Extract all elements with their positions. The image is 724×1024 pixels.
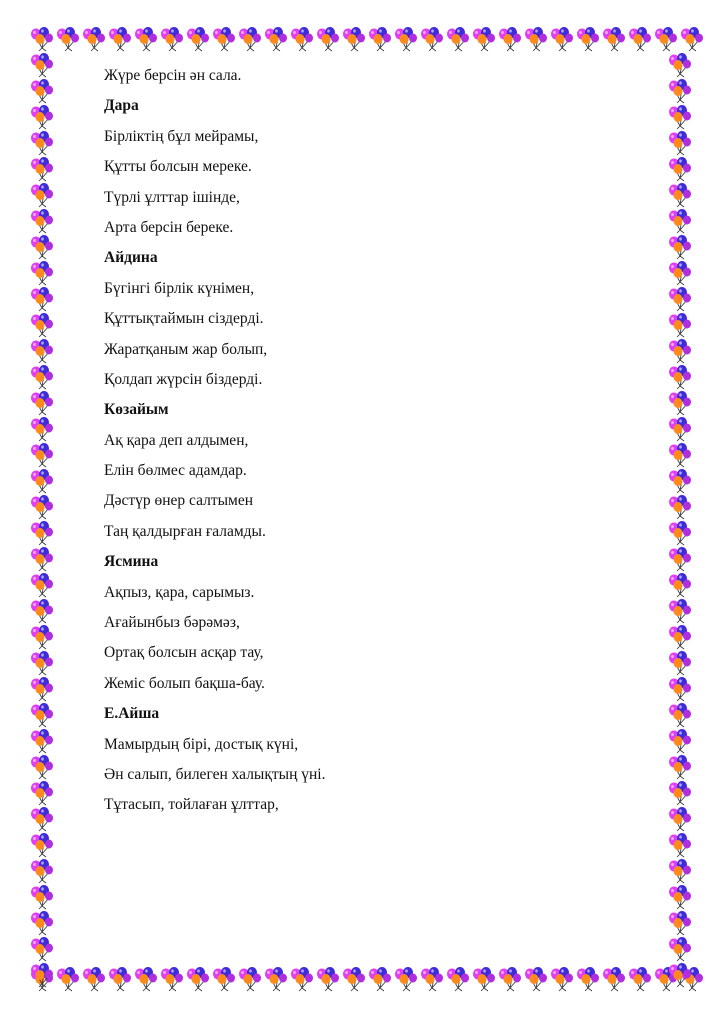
balloon-bunch-icon [28,962,56,988]
verse-line: Қолдап жүрсін біздерді. [104,370,263,388]
balloon-bunch-icon [28,936,56,962]
balloon-bunch-icon [666,104,694,130]
verse-line: Ақпыз, қара, сарымыз. [104,583,255,601]
balloon-bunch-icon [28,104,56,130]
balloon-bunch-icon [666,338,694,364]
balloon-bunch-icon [106,26,132,56]
balloon-bunch-icon [28,182,56,208]
balloon-bunch-icon [666,312,694,338]
balloon-bunch-icon [28,338,56,364]
balloon-bunch-icon [470,26,496,56]
balloon-bunch-icon [28,572,56,598]
verse-line: Бүгінгі бірлік күнімен, [104,279,255,297]
balloon-bunch-icon [666,182,694,208]
balloon-bunch-icon [666,832,694,858]
balloon-bunch-icon [28,884,56,910]
balloon-bunch-icon [28,650,56,676]
balloon-bunch-icon [666,442,694,468]
verse-line: Құтты болсын мереке. [104,158,252,176]
verse-line: Дәстүр өнер салтымен [104,492,254,510]
border-bottom [28,966,696,996]
verse-line: Мамырдың бірі, достық күні, [104,735,299,753]
balloon-bunch-icon [666,494,694,520]
balloon-bunch-icon [210,26,236,56]
balloon-bunch-icon [666,130,694,156]
balloon-bunch-icon [132,26,158,56]
balloon-bunch-icon [666,728,694,754]
balloon-bunch-icon [28,442,56,468]
balloon-bunch-icon [444,26,470,56]
balloon-bunch-icon [666,364,694,390]
balloon-bunch-icon [470,966,496,996]
balloon-bunch-icon [666,962,694,988]
balloon-bunch-icon [28,858,56,884]
balloon-bunch-icon [28,286,56,312]
balloon-bunch-icon [184,966,210,996]
balloon-bunch-icon [28,910,56,936]
balloon-bunch-icon [28,156,56,182]
balloon-bunch-icon [666,598,694,624]
balloon-bunch-icon [106,966,132,996]
balloon-bunch-icon [28,676,56,702]
balloon-bunch-icon [496,26,522,56]
balloon-bunch-icon [28,468,56,494]
verse-line: Түрлі ұлттар ішінде, [104,188,240,206]
balloon-bunch-icon [548,26,574,56]
balloon-bunch-icon [666,806,694,832]
border-left [28,52,56,966]
speaker-name: Дара [104,97,139,115]
balloon-bunch-icon [28,416,56,442]
verse-line: Ортақ болсын асқар тау, [104,644,264,662]
balloon-bunch-icon [666,936,694,962]
balloon-bunch-icon [666,754,694,780]
balloon-bunch-icon [574,26,600,56]
balloon-bunch-icon [392,966,418,996]
balloon-bunch-icon [28,208,56,234]
balloon-bunch-icon [666,78,694,104]
balloon-bunch-icon [28,260,56,286]
balloon-bunch-icon [28,312,56,338]
balloon-bunch-icon [262,26,288,56]
balloon-bunch-icon [340,26,366,56]
balloon-bunch-icon [28,624,56,650]
balloon-bunch-icon [666,52,694,78]
balloon-bunch-icon [600,966,626,996]
balloon-bunch-icon [418,966,444,996]
balloon-bunch-icon [366,966,392,996]
balloon-bunch-icon [666,676,694,702]
balloon-bunch-icon [262,966,288,996]
balloon-bunch-icon [158,966,184,996]
border-top [28,26,696,56]
balloon-bunch-icon [666,156,694,182]
balloon-bunch-icon [522,966,548,996]
verse-line: Ән салып, билеген халықтың үні. [104,765,326,783]
balloon-bunch-icon [28,806,56,832]
balloon-bunch-icon [28,494,56,520]
balloon-bunch-icon [28,728,56,754]
balloon-bunch-icon [666,780,694,806]
balloon-bunch-icon [496,966,522,996]
balloon-bunch-icon [28,780,56,806]
verse-line: Жүре берсін ән сала. [104,67,242,84]
balloon-bunch-icon [158,26,184,56]
balloon-bunch-icon [28,390,56,416]
balloon-bunch-icon [314,26,340,56]
balloon-bunch-icon [666,884,694,910]
balloon-bunch-icon [626,966,652,996]
balloon-bunch-icon [366,26,392,56]
poem-text [104,66,624,826]
balloon-bunch-icon [288,26,314,56]
balloon-bunch-icon [28,754,56,780]
speaker-name: Е.Айша [104,705,160,723]
border-right [666,52,694,966]
verse-line: Жаратқаным жар болып, [104,340,268,358]
balloon-bunch-icon [666,286,694,312]
balloon-bunch-icon [236,966,262,996]
verse-line: Елін бөлмес адамдар. [104,462,247,480]
balloon-bunch-icon [28,546,56,572]
balloon-bunch-icon [28,598,56,624]
balloon-bunch-icon [522,26,548,56]
verse-line: Арта берсін береке. [104,218,234,236]
speaker-name: Ясмина [104,553,159,571]
balloon-bunch-icon [54,966,80,996]
balloon-bunch-icon [444,966,470,996]
balloon-bunch-icon [314,966,340,996]
balloon-bunch-icon [600,26,626,56]
balloon-bunch-icon [666,260,694,286]
balloon-bunch-icon [184,26,210,56]
balloon-bunch-icon [666,650,694,676]
verse-line: Тұтасып, тойлаған ұлттар, [104,796,279,814]
balloon-bunch-icon [666,416,694,442]
balloon-bunch-icon [132,966,158,996]
balloon-bunch-icon [666,468,694,494]
balloon-bunch-icon [666,234,694,260]
balloon-bunch-icon [418,26,444,56]
balloon-bunch-icon [666,702,694,728]
balloon-bunch-icon [28,832,56,858]
balloon-bunch-icon [666,208,694,234]
balloon-bunch-icon [340,966,366,996]
verse-line: Құттықтаймын сіздерді. [104,310,264,328]
speaker-name: Айдина [104,249,158,267]
speaker-name: Көзайым [104,401,169,419]
balloon-bunch-icon [210,966,236,996]
balloon-bunch-icon [28,130,56,156]
balloon-bunch-icon [392,26,418,56]
balloon-bunch-icon [666,572,694,598]
balloon-bunch-icon [666,858,694,884]
balloon-bunch-icon [28,234,56,260]
balloon-bunch-icon [666,624,694,650]
balloon-bunch-icon [28,520,56,546]
balloon-bunch-icon [28,702,56,728]
balloon-bunch-icon [28,78,56,104]
balloon-bunch-icon [666,910,694,936]
balloon-bunch-icon [54,26,80,56]
verse-line: Таң қалдырған ғаламды. [104,522,266,540]
balloon-bunch-icon [28,364,56,390]
balloon-bunch-icon [288,966,314,996]
balloon-bunch-icon [80,26,106,56]
balloon-bunch-icon [28,52,56,78]
balloon-bunch-icon [666,520,694,546]
balloon-bunch-icon [236,26,262,56]
balloon-bunch-icon [548,966,574,996]
balloon-bunch-icon [626,26,652,56]
verse-line: Жеміс болып бақша-бау. [104,674,265,692]
verse-line: Ақ қара деп алдымен, [104,431,249,449]
balloon-bunch-icon [80,966,106,996]
verse-line: Ағайынбыз бәрәмәз, [104,614,240,632]
balloon-bunch-icon [666,546,694,572]
verse-line: Бірліктің бұл мейрамы, [104,127,259,145]
balloon-bunch-icon [666,390,694,416]
balloon-bunch-icon [574,966,600,996]
